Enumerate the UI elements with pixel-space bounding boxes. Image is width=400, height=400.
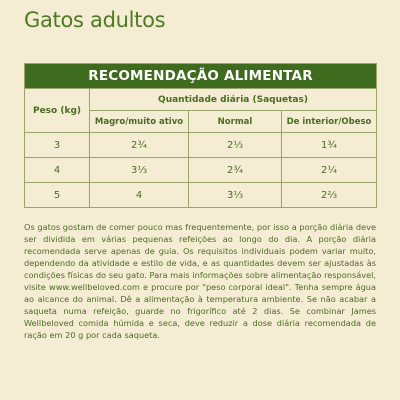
- column-header-normal: Normal: [189, 111, 282, 133]
- row-weight: 5: [25, 183, 90, 208]
- page-title: Gatos adultos: [24, 8, 166, 32]
- table-row: [25, 133, 377, 158]
- row-weight: 3: [25, 133, 90, 158]
- weight-column-header: Peso (kg): [25, 89, 90, 133]
- table-cell: 2⅔: [282, 183, 377, 208]
- table-cell: 3⅓: [189, 183, 282, 208]
- feeding-table: [24, 63, 377, 208]
- table-cell: 2¼: [282, 158, 377, 183]
- table-cell: 2¾: [90, 133, 189, 158]
- table-cell: 4: [90, 183, 189, 208]
- feeding-description: Os gatos gostam de comer pouco mas frequentemente, por isso a porção diária deve ser dividida em várias pequenas refeições ao longo do dia. A porção diária recomendada serve apenas de guia. Os requisitos individuais podem variar muito, dependendo da atividade e estilo de vida, e as quantidades devem ser ajustadas às condições físicas do seu gato. Para mais informações sobre alimentação responsável, visite www.wellbeloved.com e procure por "peso corporal ideal". Tenha sempre água ao alcance do animal. Dê a alimentação à temperatura ambiente. Se não acabar a saqueta numa refeição, guarde no frigorífico até 2 dias. Se combinar James Wellbeloved comida húmida e seca, deve reduzir a dose diária recomendada de ração em 20 g por cada saqueta.: [24, 222, 376, 340]
- row-weight: 4: [25, 158, 90, 183]
- table-cell: 1¾: [282, 133, 377, 158]
- table-heading: RECOMENDAÇÃO ALIMENTAR: [25, 64, 377, 89]
- table-cell: 2⅓: [189, 133, 282, 158]
- column-header-indoor-obese: De interior/Obeso: [282, 111, 377, 133]
- table-cell: 3⅓: [90, 158, 189, 183]
- table-row: [25, 183, 377, 208]
- table-row: [25, 158, 377, 183]
- table-cell: 2¾: [189, 158, 282, 183]
- quantity-column-header: Quantidade diária (Saquetas): [90, 89, 377, 111]
- column-header-lean-active: Magro/muito ativo: [90, 111, 189, 133]
